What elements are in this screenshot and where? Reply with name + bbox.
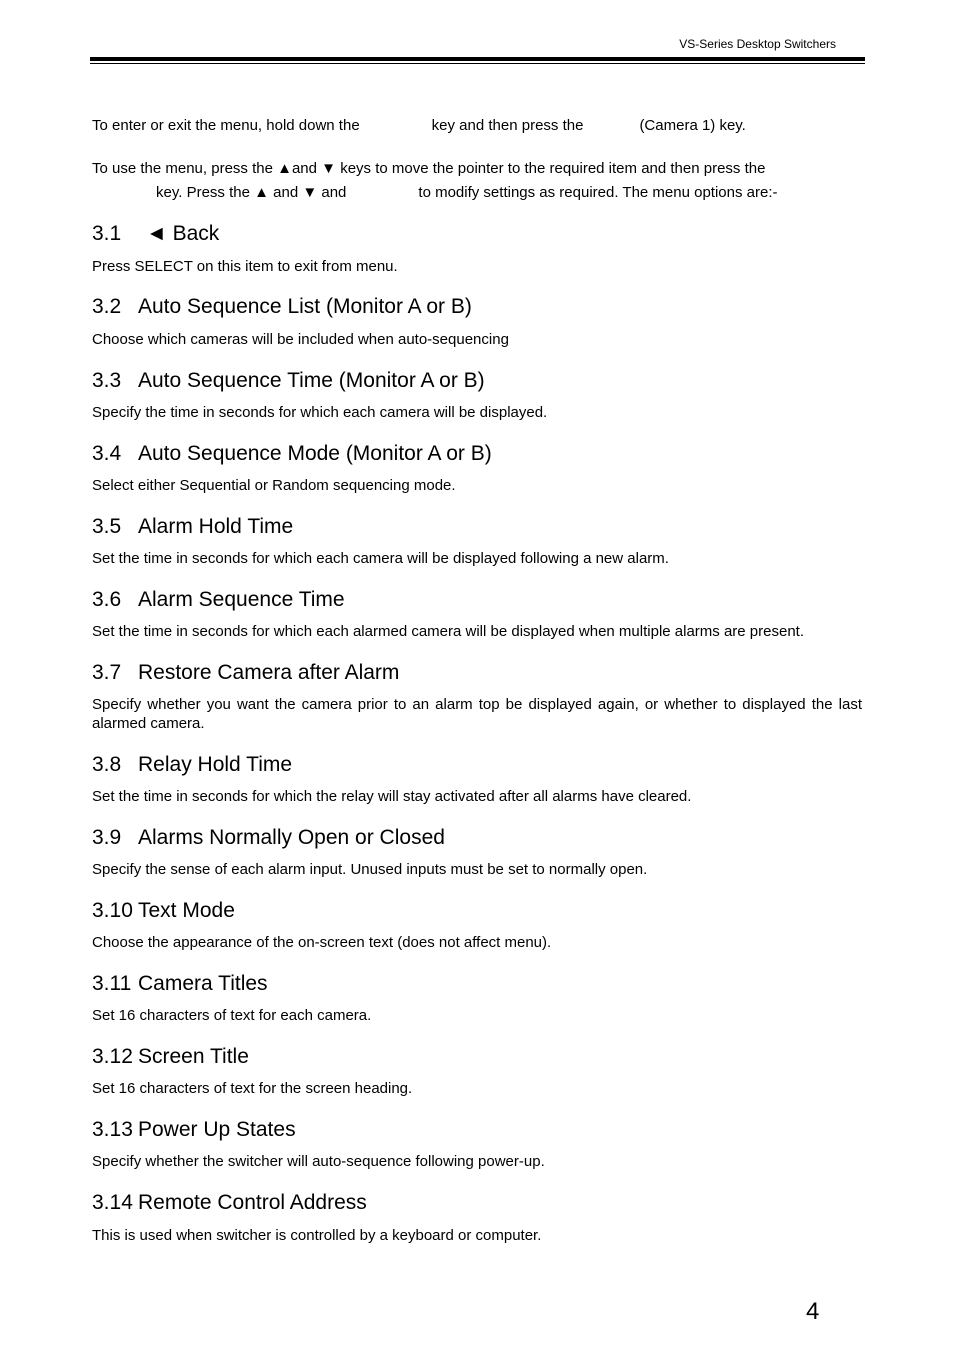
section-heading: 3.13 Power Up States	[92, 1118, 296, 1141]
section-heading: 3.8 Relay Hold Time	[92, 753, 293, 776]
section-heading: 3.6 Alarm Sequence Time	[92, 588, 345, 611]
intro-text: and	[321, 184, 347, 201]
section-title: Camera Titles	[138, 972, 268, 995]
intro-text: to modify settings as required. The menu options are:-	[418, 184, 778, 201]
section-description: Set 16 characters of text for the screen heading.	[92, 1080, 413, 1097]
intro-text: and	[273, 184, 299, 201]
section-title: Alarm Sequence Time	[138, 588, 345, 611]
intro-text: key. Press the	[156, 184, 250, 201]
section-title: Auto Sequence List (Monitor A or B)	[138, 295, 472, 318]
section-title: Auto Sequence Mode (Monitor A or B)	[138, 442, 492, 465]
section-description: Choose the appearance of the on-screen text (does not affect menu).	[92, 934, 552, 951]
section-description: This is used when switcher is controlled by a keyboard or computer.	[92, 1227, 542, 1244]
section-title: Screen Title	[138, 1045, 249, 1068]
header-rule-thick	[90, 57, 865, 61]
intro-text: To enter or exit the menu, hold down the	[92, 117, 360, 134]
section-heading: 3.7 Restore Camera after Alarm	[92, 661, 400, 684]
section-title: Restore Camera after Alarm	[138, 661, 400, 684]
intro-text: (Camera 1) key.	[639, 117, 746, 134]
section-heading: 3.12 Screen Title	[92, 1045, 249, 1068]
section-title: Relay Hold Time	[138, 753, 293, 776]
section-heading: 3.11 Camera Titles	[92, 972, 268, 995]
section-description: Specify the time in seconds for which each camera will be displayed.	[92, 404, 548, 421]
section-title: Text Mode	[138, 899, 235, 922]
intro-text: To use the menu, press the	[92, 160, 273, 177]
section-title: ◄ Back	[146, 222, 220, 245]
page-number: 4	[806, 1298, 820, 1325]
intro-text: keys to move the pointer to the required item and then press the	[340, 160, 766, 177]
intro-paragraph-2	[92, 157, 862, 205]
up-arrow-icon: ▲	[277, 160, 292, 177]
section-description: Press SELECT on this item to exit from menu.	[92, 258, 398, 275]
section-heading: 3.5 Alarm Hold Time	[92, 515, 294, 538]
section-title: Alarms Normally Open or Closed	[138, 826, 445, 849]
section-description: Choose which cameras will be included when auto-sequencing	[92, 331, 509, 348]
section-heading: 3.10 Text Mode	[92, 899, 235, 922]
section-heading: 3.1 ◄ Back	[92, 222, 220, 245]
section-description: Set the time in seconds for which each camera will be displayed following a new alarm.	[92, 550, 669, 567]
section-title: Auto Sequence Time (Monitor A or B)	[138, 369, 485, 392]
intro-text: and	[291, 160, 317, 177]
section-description: Specify whether the switcher will auto-sequence following power-up.	[92, 1153, 545, 1170]
up-arrow-icon: ▲	[254, 184, 269, 201]
intro-paragraph-1	[92, 114, 862, 138]
section-description: Specify the sense of each alarm input. Unused inputs must be set to normally open.	[92, 861, 648, 878]
section-description: Set the time in seconds for which the relay will stay activated after all alarms have cleared.	[92, 788, 692, 805]
header-rule-thin	[90, 63, 865, 64]
header-title: VS-Series Desktop Switchers	[679, 37, 836, 51]
section-heading: 3.14 Remote Control Address	[92, 1191, 367, 1214]
section-title: Remote Control Address	[138, 1191, 367, 1214]
down-arrow-icon: ▼	[321, 160, 337, 177]
section-heading: 3.3 Auto Sequence Time (Monitor A or B)	[92, 369, 485, 392]
section-description: Set 16 characters of text for each camera.	[92, 1007, 372, 1024]
down-arrow-icon: ▼	[302, 184, 318, 201]
section-title: Power Up States	[138, 1118, 296, 1141]
section-description: Specify whether you want the camera prior to an alarm top be displayed again, or whether to displayed the last alarmed camera.	[92, 696, 862, 732]
section-description: Set the time in seconds for which each alarmed camera will be displayed when multiple alarms are present.	[92, 623, 805, 640]
section-heading: 3.2 Auto Sequence List (Monitor A or B)	[92, 295, 472, 318]
intro-text: key and then press the	[431, 117, 584, 134]
section-heading: 3.9 Alarms Normally Open or Closed	[92, 826, 445, 849]
section-description: Select either Sequential or Random sequencing mode.	[92, 477, 456, 494]
section-heading: 3.4 Auto Sequence Mode (Monitor A or B)	[92, 442, 492, 465]
section-title: Alarm Hold Time	[138, 515, 294, 538]
